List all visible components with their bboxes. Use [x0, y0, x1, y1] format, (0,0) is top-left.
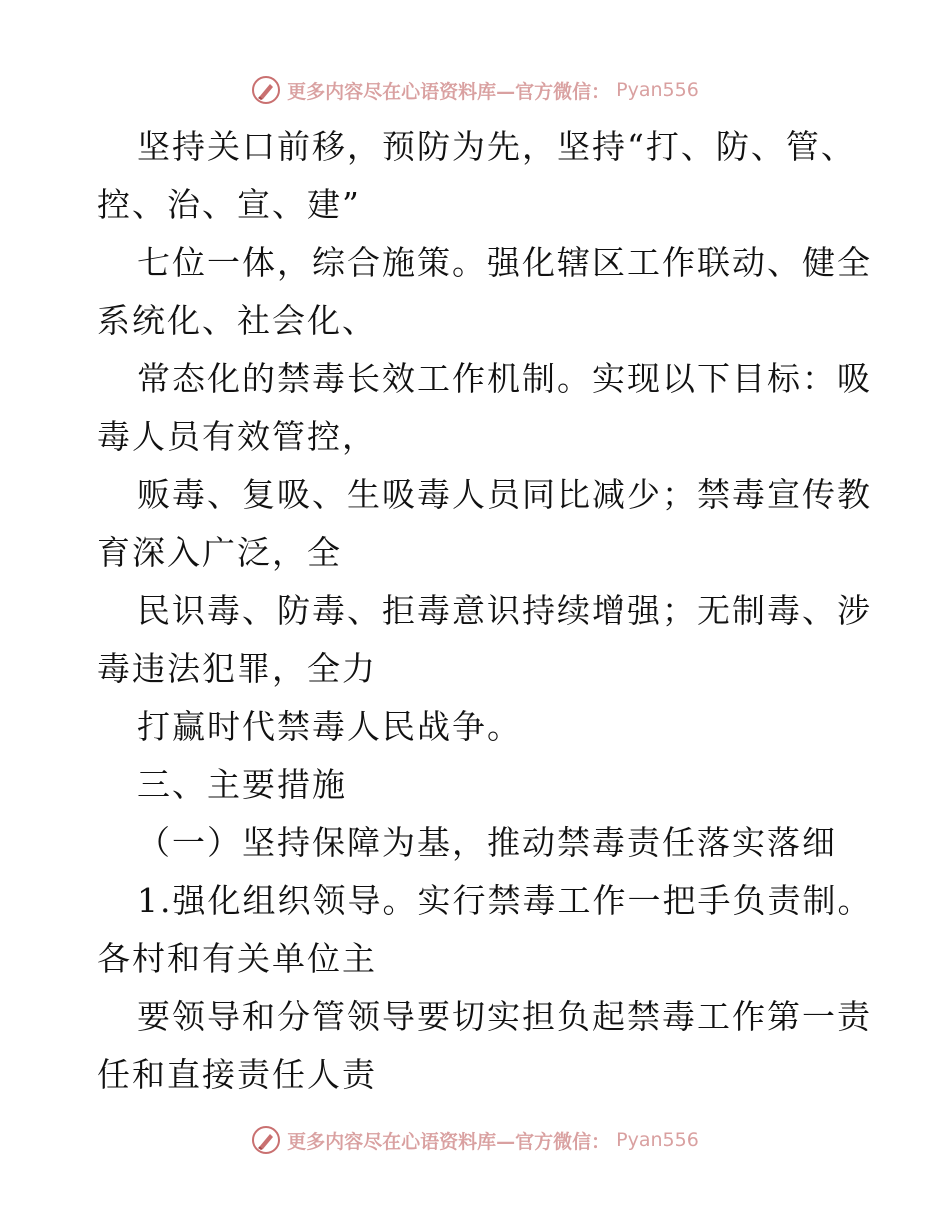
section-heading: 三、主要措施 — [137, 765, 347, 804]
watermark-text: 更多内容尽在心语资料库—官方微信： — [287, 1130, 611, 1153]
header-watermark — [0, 70, 950, 110]
paragraph-line: 育深入广泛，全 — [97, 533, 342, 572]
pen-nib-logo-icon — [251, 1125, 281, 1155]
paragraph-line: 七位一体，综合施策。强化辖区工作联动、健全 — [137, 243, 872, 282]
paragraph-line: 要领导和分管领导要切实担负起禁毒工作第一责 — [137, 997, 872, 1036]
paragraph-line: 毒违法犯罪，全力 — [97, 649, 377, 688]
paragraph-line: 常态化的禁毒长效工作机制。实现以下目标：吸 — [137, 359, 872, 398]
paragraph-line: 控、治、宣、建” — [97, 185, 361, 224]
paragraph-line: 任和直接责任人责 — [97, 1055, 377, 1094]
watermark-contact: Pyan556 — [616, 79, 699, 101]
pen-nib-logo-icon — [251, 75, 281, 105]
subsection-heading: （一）坚持保障为基，推动禁毒责任落实落细 — [137, 823, 837, 862]
footer-watermark — [0, 1120, 950, 1160]
paragraph-line: 各村和有关单位主 — [97, 939, 377, 978]
paragraph-line: 1.强化组织领导。实行禁毒工作一把手负责制。 — [137, 881, 873, 920]
paragraph-line: 打赢时代禁毒人民战争。 — [137, 707, 522, 746]
paragraph-line: 坚持关口前移，预防为先，坚持“打、防、管、 — [137, 127, 856, 166]
document-body — [97, 118, 873, 1104]
watermark-contact: Pyan556 — [616, 1129, 699, 1151]
watermark-text: 更多内容尽在心语资料库—官方微信： — [287, 80, 611, 103]
paragraph-line: 系统化、社会化、 — [97, 301, 377, 340]
paragraph-line: 贩毒、复吸、生吸毒人员同比减少；禁毒宣传教 — [137, 475, 872, 514]
paragraph-line: 民识毒、防毒、拒毒意识持续增强；无制毒、涉 — [137, 591, 872, 630]
paragraph-line: 毒人员有效管控， — [97, 417, 377, 456]
